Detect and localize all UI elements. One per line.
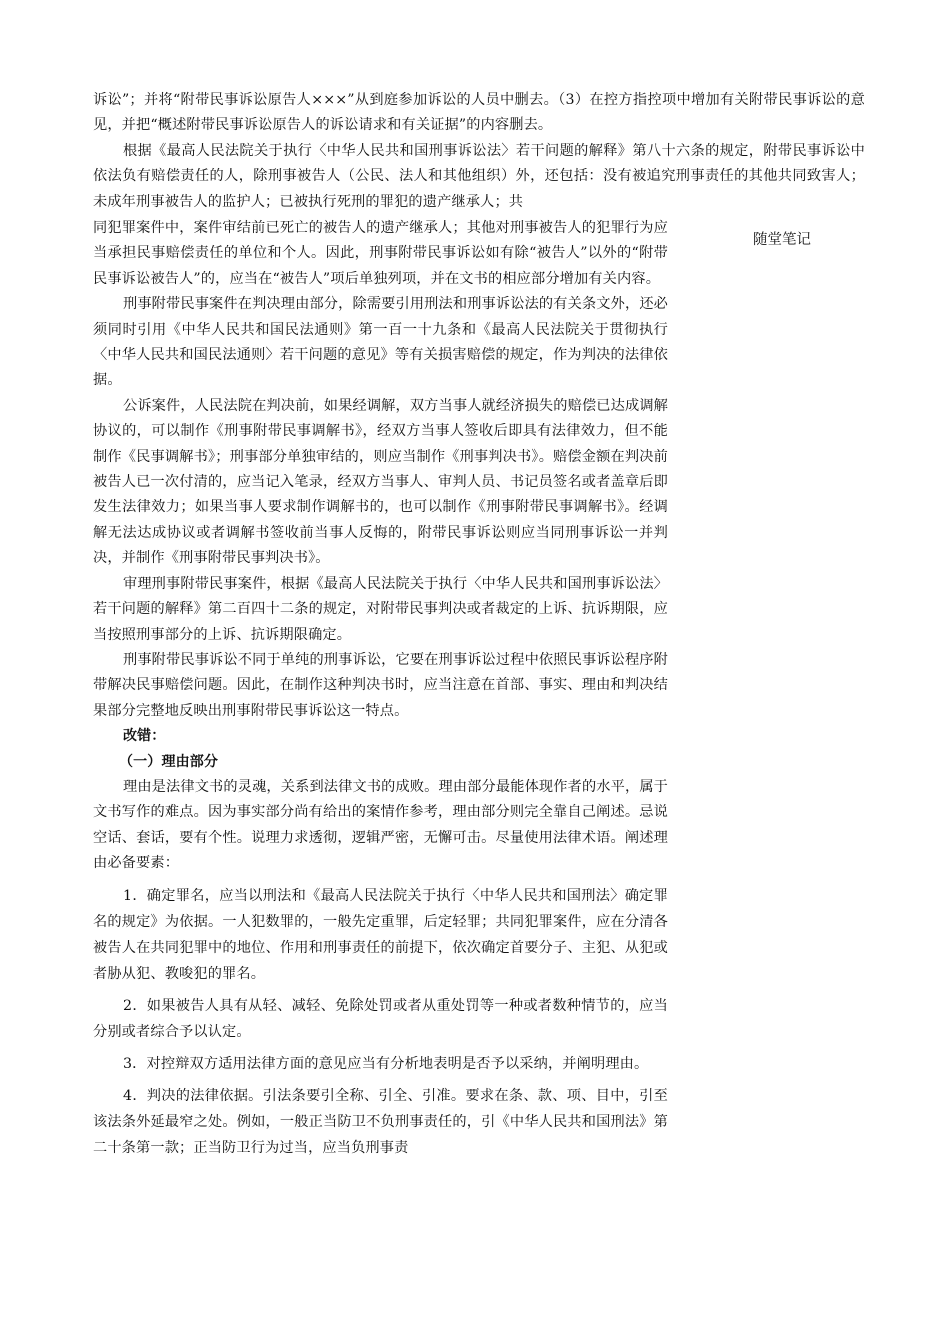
paragraph: 刑事附带民事案件在判决理由部分，除需要引用刑法和刑事诉讼法的有关条文外，还必须同时引用《中华人民共和国民法通则》第一百一十九条和《最高人民法院关于贯彻执行〈中华人民共和国民法通则〉若干问题的意见》等有关损害赔偿的规定，作为判决的法律依据。 — [93, 296, 668, 389]
paragraph: 根据《最高人民法院关于执行〈中华人民共和国刑事诉讼法〉若干问题的解释》第八十六条的规定，附带民事诉讼中依法负有赔偿责任的人，除刑事被告人（公民、法人和其他组织）外，还包括：没有被追究刑事责任的其他共同致害人；未成年刑事被告人的监护人；已被执行死刑的罪犯的遗产继承人；共 — [93, 142, 865, 210]
paragraph: 诉讼”；并将“附带民事诉讼原告人×××”从到庭参加诉讼的人员中删去。（3）在控方指控项中增加有关附带民事诉讼的意见，并把“概述附带民事诉讼原告人的诉讼请求和有关证据”的内容删去。 — [93, 92, 865, 134]
paragraph: 理由是法律文书的灵魂，关系到法律文书的成败。理由部分最能体现作者的水平，属于文书写作的难点。因为事实部分尚有给出的案情作参考，理由部分则完全靠自己阐述。忌说空话、套话，要有个性。说理力求透彻，逻辑严密，无懈可击。尽量使用法律术语。阐述理由必备要素： — [93, 778, 668, 872]
full-width-text-block — [93, 88, 865, 215]
list-item: 3．对控辩双方适用法律方面的意见应当有分析地表明是否予以采纳，并阐明理由。 — [123, 1055, 649, 1072]
list-item: 2．如果被告人具有从轻、减轻、免除处罚或者从重处罚等一种或者数种情节的，应当分别或者综合予以认定。 — [93, 997, 668, 1040]
paragraph: 审理刑事附带民事案件，根据《最高人民法院关于执行〈中华人民共和国刑事诉讼法〉若干问题的解释》第二百四十二条的规定，对附带民事判决或者裁定的上诉、抗诉期限，应当按照刑事部分的上诉、抗诉期限确定。 — [93, 575, 668, 643]
margin-note: 随堂笔记 — [753, 232, 811, 248]
subsection-heading: （一）理由部分 — [119, 753, 219, 770]
paragraph: 公诉案件，人民法院在判决前，如果经调解，双方当事人就经济损失的赔偿已达成调解协议的，可以制作《刑事附带民事调解书》，经双方当事人签收后即具有法律效力，但不能制作《民事调解书》；刑事部分单独审结的，则应当制作《刑事判决书》。赔偿金额在判决前被告人已一次付清的，应当记入笔录，经双方当事人、审判人员、书记员签名或者盖章后即发生法律效力；如果当事人要求制作调解书的，也可以制作《刑事附带民事调解书》。经调解无法达成协议或者调解书签收前当事人反悔的，附带民事诉讼则应当同刑事诉讼一并判决，并制作《刑事附带民事判决书》。 — [93, 397, 668, 567]
list-item: 1．确定罪名，应当以刑法和《最高人民法院关于执行〈中华人民共和国刑法〉确定罪名的规定》为依据。一人犯数罪的，一般先定重罪，后定轻罪；共同犯罪案件，应在分清各被告人在共同犯罪中的地位、作用和刑事责任的前提下，依次确定首要分子、主犯、从犯或者胁从犯、教唆犯的罪名。 — [93, 887, 668, 982]
paragraph: 刑事附带民事诉讼不同于单纯的刑事诉讼，它要在刑事诉讼过程中依照民事诉讼程序附带解决民事赔偿问题。因此，在制作这种判决书时，应当注意在首部、事实、理由和判决结果部分完整地反映出刑事附带民事诉讼这一特点。 — [93, 651, 668, 719]
section-heading: 改错： — [123, 728, 166, 745]
list-item: 4．判决的法律依据。引法条要引全称、引全、引准。要求在条、款、项、目中，引至该法条外延最窄之处。例如，一般正当防卫不负刑事责任的，引《中华人民共和国刑法》第二十条第一款；正当防卫行为过当，应当负刑事责 — [93, 1087, 668, 1156]
paragraph: 同犯罪案件中，案件审结前已死亡的被告人的遗产继承人；其他对刑事被告人的犯罪行为应当承担民事赔偿责任的单位和个人。因此，刑事附带民事诉讼如有除“被告人”以外的“附带民事诉讼被告人”的，应当在“被告人”项后单独列项，并在文书的相应部分增加有关内容。 — [93, 220, 668, 287]
main-text-column — [93, 216, 668, 1161]
